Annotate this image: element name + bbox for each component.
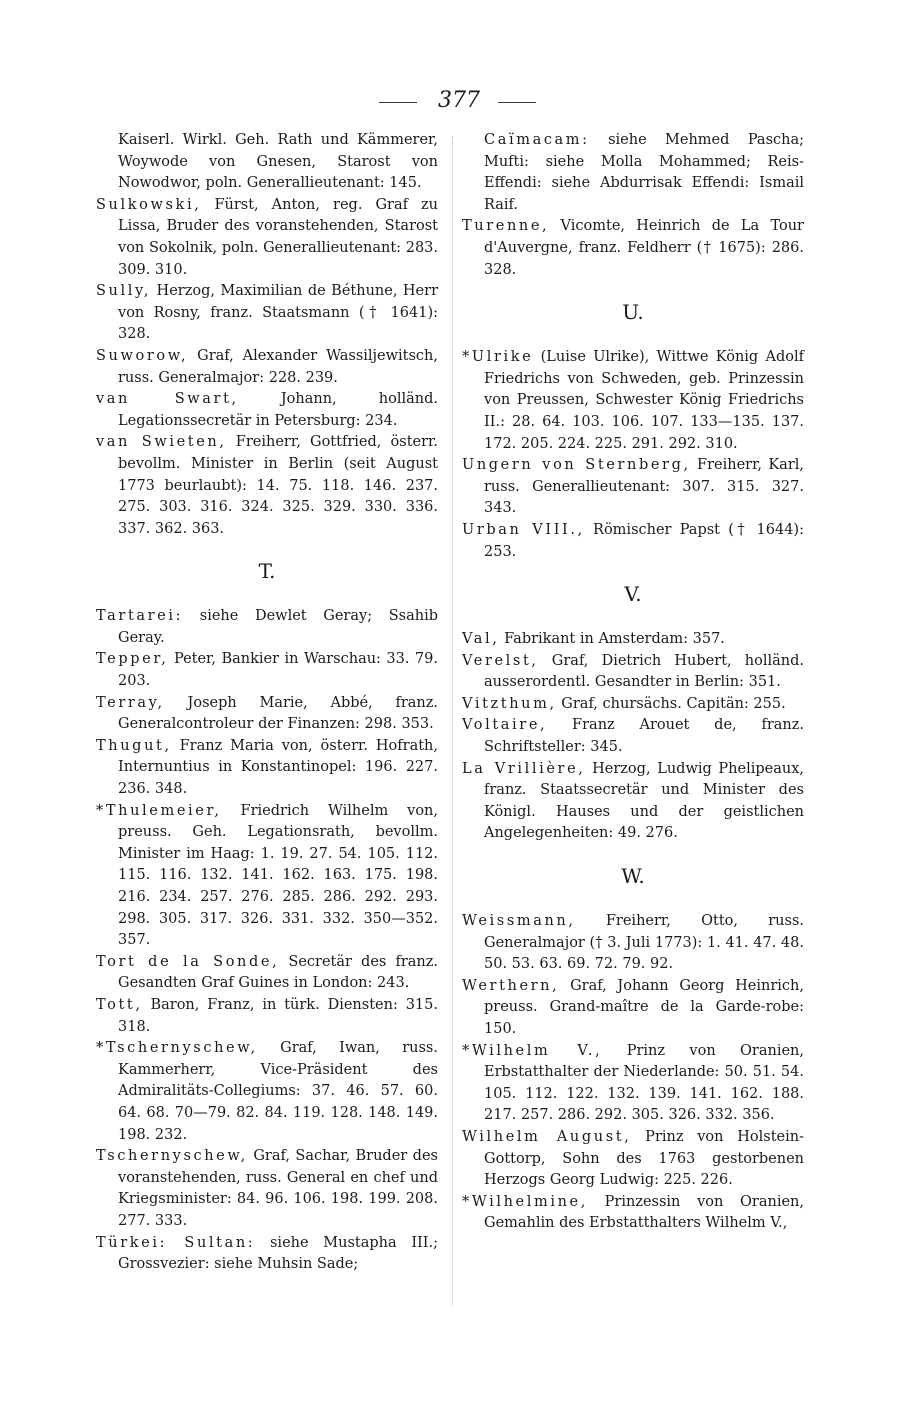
entry-text: Prinz von Holstein-Gottorp, Sohn des 1763 gestorbenen Herzogs Georg Ludwig: 225. 226. <box>484 1128 804 1189</box>
entry-headword: Ungern von Sternberg, <box>462 457 691 474</box>
index-entry <box>96 346 438 389</box>
index-entry <box>462 347 804 455</box>
index-entry <box>96 1038 438 1146</box>
entry-headword: *Wilhelmine, <box>462 1193 588 1210</box>
index-entry <box>96 1233 438 1276</box>
entry-headword: Tschernyschew, <box>96 1148 248 1165</box>
index-entry <box>462 1127 804 1192</box>
entry-text: Herzog, Ludwig Phelipeaux, franz. Staatssecretär und Minister des Königl. Hauses und der geistlichen Angelegenheiten: 49. 276. <box>484 760 804 842</box>
header-rule-right <box>498 102 536 103</box>
entry-text: siehe Mehmed Pascha; Mufti: siehe Molla Mohammed; Reis-Effendi: siehe Abdurrisak Effendi: Ismail Raif. <box>484 132 804 213</box>
index-entry <box>462 715 804 758</box>
entry-text: Franz Arouet de, franz. Schriftsteller: 345. <box>484 717 804 756</box>
index-entry <box>96 432 438 540</box>
index-entry <box>96 801 438 952</box>
page-number: 377 <box>438 88 480 113</box>
entry-headword: van Swart, <box>96 391 239 408</box>
entry-text: Johann, holländ. Legationssecretär in Petersburg: 234. <box>118 391 438 429</box>
left-column <box>96 130 438 1276</box>
entry-headword: Vitzthum, <box>462 695 557 712</box>
index-entry <box>462 911 804 976</box>
index-entry <box>462 651 804 694</box>
entry-headword: *Thulemeier, <box>96 802 222 819</box>
entry-text: Graf, Alexander Wassiljewitsch, russ. Generalmajor: 228. 239. <box>118 347 438 386</box>
entry-text: (Luise Ulrike), Wittwe König Adolf Friedrichs von Schweden, geb. Prinzessin von Preussen, Schwester König Friedrichs II.: 28. 64. 103. 106. 107. 133—135. 137. 172. 205. 224. 225. 291. 292. 310. <box>484 349 804 452</box>
index-entry <box>462 520 804 563</box>
entry-headword: Sulkowski, <box>96 196 202 213</box>
entry-headword: Caïmacam: <box>484 132 590 148</box>
entry-text: Graf, Sachar, Bruder des voranstehenden, russ. General en chef und Kriegsminister: 84. 96. 106. 198. 199. 208. 277. 333. <box>118 1148 438 1229</box>
right-column <box>462 130 804 1235</box>
index-entry <box>96 606 438 649</box>
entry-text: Graf, chursächs. Capitän: 255. <box>556 695 786 712</box>
index-entry <box>462 629 804 651</box>
entry-text: Graf, Dietrich Hubert, holländ. ausserordentl. Gesandter in Berlin: 351. <box>484 652 804 691</box>
entry-text: Joseph Marie, Abbé, franz. Generalcontroleur der Finanzen: 298. 353. <box>118 694 438 733</box>
entry-text: Freiherr, Gottfried, österr. bevollm. Minister in Berlin (seit August 1773 beurlaubt): 14. 75. 118. 146. 237. 275. 303. 316. 324. 325. 329. 330. 336. 337. 362. 363. <box>118 434 439 537</box>
entry-text: Prinz von Oranien, Erbstatthalter der Niederlande: 50. 51. 54. 105. 112. 122. 132. 139. 141. 162. 188. 217. 257. 286. 292. 305. 326. 332. 356. <box>484 1042 804 1124</box>
index-entry <box>462 1192 804 1235</box>
entry-headword: Tott, <box>96 996 143 1013</box>
entry-text: Prinzessin von Oranien, Gemahlin des Erbstatthalters Wilhelm V., <box>484 1193 804 1232</box>
entry-text: siehe Dewlet Geray; Ssahib Geray. <box>118 608 438 646</box>
section-letter: W. <box>621 864 645 889</box>
section-letter: V. <box>624 582 642 607</box>
index-entry <box>96 281 438 346</box>
entry-headword: Verelst, <box>462 652 539 669</box>
column-divider <box>452 136 453 1306</box>
entry-headword: *Wilhelm V., <box>462 1042 603 1059</box>
section-letter: T. <box>258 559 276 584</box>
entry-text: Friedrich Wilhelm von, preuss. Geh. Legationsrath, bevollm. Minister im Haag: 1. 19. 27. 54. 105. 112. 115. 116. 132. 141. 162. 163. 175. 198. 216. 234. 257. 276. 285. 286. 292. 293. 298. 305. 317. 326. 331. 332. 350—352. 357. <box>118 802 438 949</box>
index-entry <box>96 195 438 281</box>
entry-headword: Urban VIII., <box>462 521 585 538</box>
entry-headword: Tepper, <box>96 651 169 668</box>
entry-headword: Thugut, <box>96 737 172 754</box>
index-entry <box>96 649 438 692</box>
entry-text: Römischer Papst († 1644): 253. <box>484 521 804 560</box>
index-entry <box>462 976 804 1041</box>
entry-headword: Voltaire, <box>462 717 548 734</box>
entry-headword: *Tschernyschew, <box>96 1040 258 1057</box>
entry-headword: van Swieten, <box>96 434 227 451</box>
entry-text: Vicomte, Heinrich de La Tour d'Auvergne, franz. Feldherr († 1675): 286. 328. <box>484 218 804 278</box>
entry-headword: *Ulrike <box>462 349 534 366</box>
entry-text: Fürst, Anton, reg. Graf zu Lissa, Bruder des voranstehenden, Starost von Sokolnik, poln. Generallieutenant: 283. 309. 310. <box>118 196 438 278</box>
entry-text: Graf, Iwan, russ. Kammerherr, Vice-Präsident des Admiralitäts-Collegiums: 37. 46. 57. 60. 64. 68. 70—79. 82. 84. 119. 128. 148. 149. 198. 232. <box>118 1040 438 1143</box>
entry-headword: Turenne, <box>462 218 550 235</box>
index-entry <box>96 693 438 736</box>
index-entry <box>462 455 804 520</box>
index-entry <box>96 389 438 432</box>
entry-headword: Wilhelm August, <box>462 1128 632 1145</box>
entry-headword: La Vrillière, <box>462 760 586 777</box>
entry-headword: Tartarei: <box>96 608 184 625</box>
entry-text: Baron, Franz, in türk. Diensten: 315. 318. <box>118 996 438 1035</box>
entry-headword: Suworow, <box>96 347 189 364</box>
entry-text: Franz Maria von, österr. Hofrath, Internuntius in Konstantinopel: 196. 227. 236. 348. <box>118 737 438 798</box>
index-entry <box>462 130 804 216</box>
entry-text: Secretär des franz. Gesandten Graf Guines in London: 243. <box>118 953 438 992</box>
section-letter: U. <box>622 300 644 325</box>
entry-text: Herzog, Maximilian de Béthune, Herr von Rosny, franz. Staatsmann († 1641): 328. <box>118 283 438 343</box>
index-entry <box>96 1146 438 1232</box>
page-header <box>0 88 900 118</box>
entry-headword: Tort de la Sonde, <box>96 953 280 970</box>
index-entry <box>462 216 804 281</box>
entry-text: siehe Mustapha III.; Grossvezier: siehe Muhsin Sade; <box>118 1234 439 1273</box>
entry-headword: Türkei: Sultan: <box>96 1234 256 1251</box>
entry-headword: Sully, <box>96 283 152 300</box>
header-rule-left <box>379 102 417 103</box>
index-entry <box>462 1041 804 1127</box>
index-entry <box>96 736 438 801</box>
entry-headword: Terray, <box>96 694 165 711</box>
entry-headword: Werthern, <box>462 977 560 994</box>
index-entry <box>96 952 438 995</box>
index-entry <box>462 694 804 716</box>
entry-headword: Val, <box>462 631 500 648</box>
entry-text: Freiherr, Otto, russ. Generalmajor († 3. Juli 1773): 1. 41. 47. 48. 50. 53. 63. 69. 72. 79. 92. <box>484 913 804 973</box>
entry-text: Kaiserl. Wirkl. Geh. Rath und Kämmerer, Woywode von Gnesen, Starost von Nowodwor, poln. Generallieutenant: 145. <box>118 132 438 192</box>
entry-text: Fabrikant in Amsterdam: 357. <box>499 631 725 648</box>
entry-text: Peter, Bankier in Warschau: 33. 79. 203. <box>118 651 438 690</box>
entry-text: Graf, Johann Georg Heinrich, preuss. Grand-maître de la Garde-robe: 150. <box>484 977 804 1037</box>
entry-headword: Weissmann, <box>462 913 576 930</box>
index-entry <box>462 759 804 845</box>
entry-text: Freiherr, Karl, russ. Generallieutenant: 307. 315. 327. 343. <box>484 457 804 517</box>
index-entry <box>96 130 438 195</box>
index-entry <box>96 995 438 1038</box>
